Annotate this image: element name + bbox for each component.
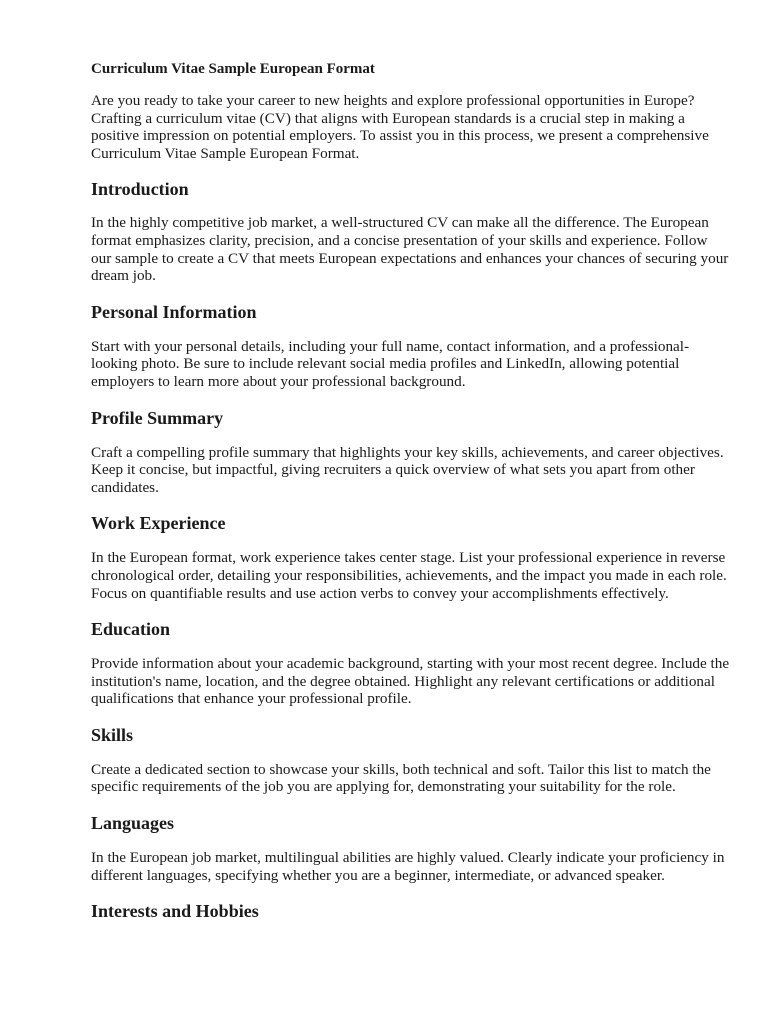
section-body: In the highly competitive job market, a well-structured CV can make all the difference. The European format emphasizes clarity, precision, and a concise presentation of your skills and experience. Follow our sample to create a CV that meets European expectations and enhances your chances of securing your dream job. xyxy=(91,214,729,285)
section-heading: Languages xyxy=(91,813,175,834)
section-body: Provide information about your academic background, starting with your most recent degree. Include the institution's name, location, and the degree obtained. Highlight any relevant certifications or additional qualifications that enhance your professional profile. xyxy=(91,655,730,708)
section-profile-summary xyxy=(91,407,731,497)
section-heading: Personal Information xyxy=(91,301,257,322)
section-heading: Education xyxy=(91,619,171,640)
section-personal-information xyxy=(91,301,731,391)
section-education xyxy=(91,618,731,708)
document-title: Curriculum Vitae Sample European Format xyxy=(91,61,375,77)
section-work-experience xyxy=(91,512,731,602)
document-page xyxy=(91,58,731,938)
section-body: Craft a compelling profile summary that highlights your key skills, achievements, and career objectives. Keep it concise, but impactful, giving recruiters a quick overview of what sets you apart from other candidates. xyxy=(91,443,724,496)
section-heading: Skills xyxy=(91,724,134,745)
section-body: In the European format, work experience takes center stage. List your professional experience in reverse chronological order, detailing your responsibilities, achievements, and the impact you made in each role. Focus on quantifiable results and use action verbs to convey your accomplishments effectively. xyxy=(91,549,727,602)
section-heading: Profile Summary xyxy=(91,407,224,428)
section-interests-and-hobbies xyxy=(91,900,731,922)
section-languages xyxy=(91,812,731,884)
section-heading: Interests and Hobbies xyxy=(91,901,259,922)
section-body: In the European job market, multilingual abilities are highly valued. Clearly indicate your proficiency in different languages, specifying whether you are a beginner, intermediate, or advanced speaker. xyxy=(91,849,725,884)
section-body: Create a dedicated section to showcase your skills, both technical and soft. Tailor this list to match the specific requirements of the job you are applying for, demonstrating your suitability for the role. xyxy=(91,760,711,796)
section-body: Start with your personal details, including your full name, contact information, and a professional-looking photo. Be sure to include relevant social media profiles and LinkedIn, allowing potential employers to learn more about your professional background. xyxy=(91,337,690,390)
section-introduction xyxy=(91,178,731,284)
section-skills xyxy=(91,724,731,796)
section-heading: Work Experience xyxy=(91,513,226,534)
section-heading: Introduction xyxy=(91,179,189,200)
intro-paragraph: Are you ready to take your career to new heights and explore professional opportunities in Europe? Crafting a curriculum vitae (CV) that aligns with European standards is a crucial step in making a positive impression on potential employers. To assist you in this process, we present a comprehensive Curriculum Vitae Sample European Format. xyxy=(91,92,709,162)
